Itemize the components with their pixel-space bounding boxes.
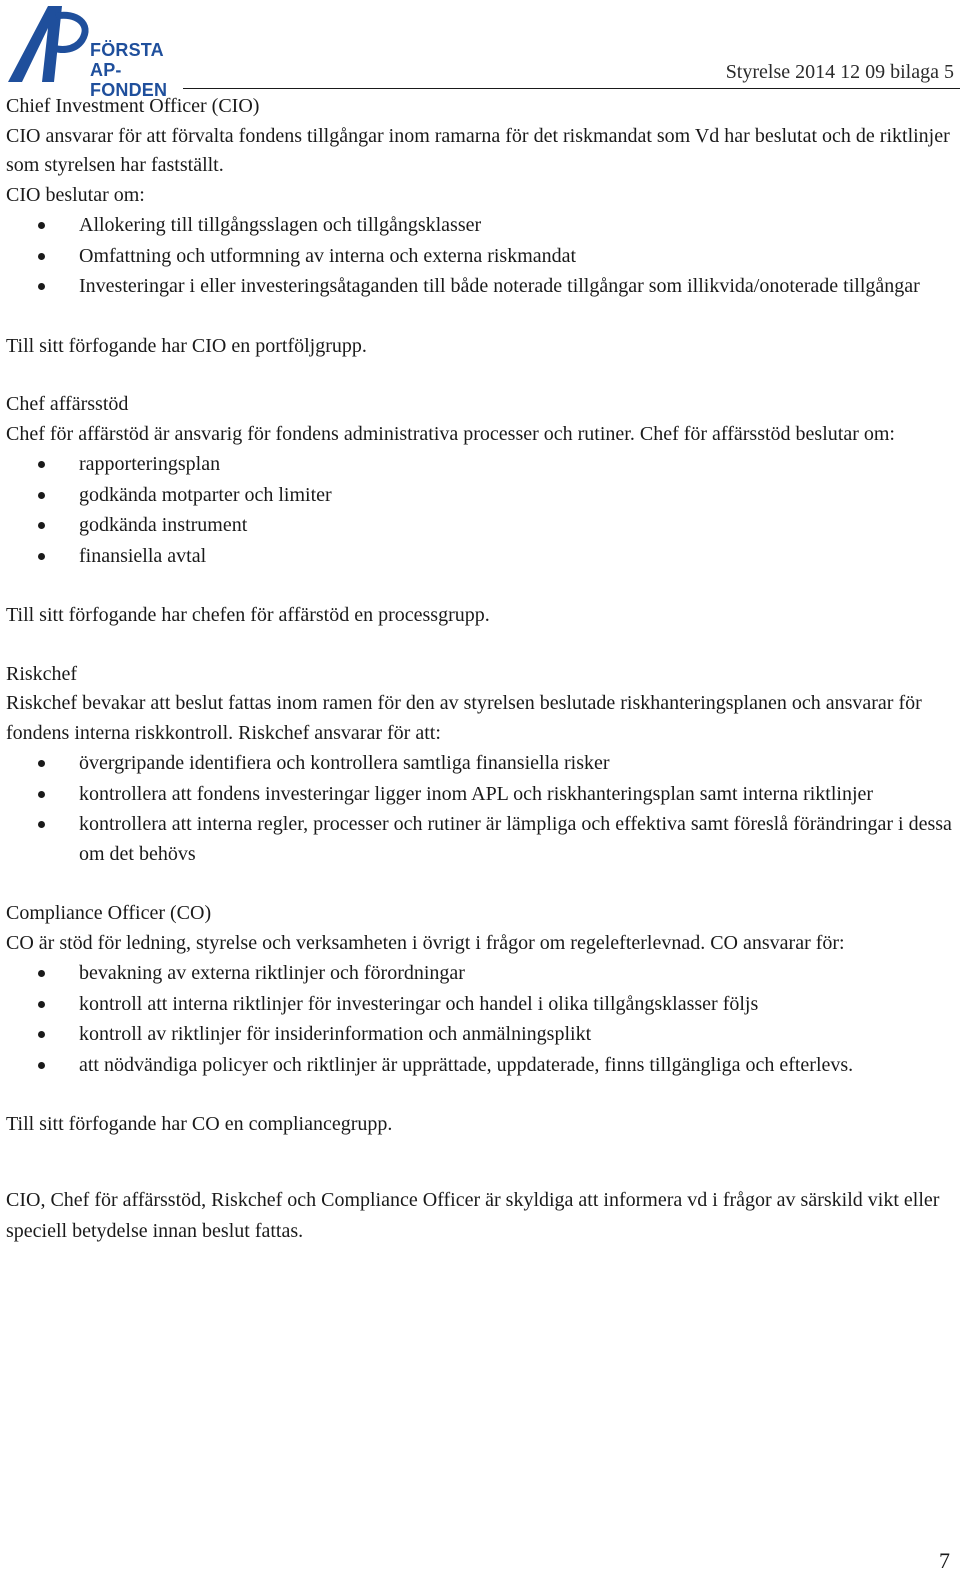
paragraph: Till sitt förfogande har CO en compliancegrupp. — [6, 1113, 393, 1135]
list-item: godkända motparter och limiter — [6, 481, 956, 511]
section-heading: Compliance Officer (CO) — [6, 902, 212, 924]
list-item: Investeringar i eller investeringsåtaganden till både noterade tillgångar som illikvida/onoterade tillgångar — [6, 272, 956, 302]
paragraph: Till sitt förfogande har CIO en portföljgrupp. — [6, 334, 367, 357]
section-compliance — [6, 899, 956, 1140]
bullet-list — [6, 450, 956, 571]
section-risk — [6, 660, 956, 870]
spacer — [6, 870, 956, 899]
list-item: att nödvändiga policyer och riktlinjer är upprättade, uppdaterade, finns tillgängliga och efterlevs. — [6, 1051, 956, 1081]
spacer — [6, 1081, 956, 1110]
bullet-list — [6, 749, 956, 869]
list-item: Allokering till tillgångsslagen och tillgångsklasser — [6, 211, 956, 241]
paragraph: Till sitt förfogande har chefen för affärstöd en processgrupp. — [6, 604, 490, 626]
spacer — [6, 631, 956, 660]
section-heading: Chief Investment Officer (CIO) — [6, 95, 260, 117]
header-divider — [183, 88, 960, 89]
logo-mark-icon — [4, 2, 94, 86]
spacer — [6, 1140, 956, 1185]
list-item: finansiella avtal — [6, 542, 956, 572]
list-item: kontrollera att fondens investeringar ligger inom APL och riskhanteringsplan samt interna riktlinjer — [6, 780, 956, 810]
paragraph: CIO ansvarar för att förvalta fondens tillgångar inom ramarna för det riskmandat som Vd har beslutat och de riktlinjer som styrelsen har fastställt. — [6, 124, 950, 176]
list-item: kontroll att interna riktlinjer för investeringar och handel i olika tillgångsklasser följs — [6, 990, 956, 1020]
paragraph: Chef för affärstöd är ansvarig för fondens administrativa processer och rutiner. Chef för affärsstöd beslutar om: — [6, 422, 895, 445]
list-item: rapporteringsplan — [6, 450, 956, 480]
list-item: Omfattning och utformning av interna och externa riskmandat — [6, 242, 956, 272]
paragraph: CO är stöd för ledning, styrelse och verksamheten i övrigt i frågor om regelefterlevnad. CO ansvarar för: — [6, 931, 845, 954]
forsta-ap-fonden-logo — [4, 2, 194, 100]
section-cio — [6, 92, 956, 361]
final-note: CIO, Chef för affärsstöd, Riskchef och Compliance Officer är skyldiga att informera vd i frågor av särskild vikt eller speciell betydelse innan beslut fattas. — [6, 1188, 940, 1242]
paragraph: CIO beslutar om: — [6, 183, 145, 206]
section-heading: Chef affärsstöd — [6, 393, 129, 415]
list-item: bevakning av externa riktlinjer och förordningar — [6, 959, 956, 989]
list-item: kontrollera att interna regler, processer och rutiner är lämpliga och effektiva samt föreslå förändringar i dessa om det behövs — [6, 810, 956, 869]
paragraph: Riskchef bevakar att beslut fattas inom ramen för den av styrelsen beslutade riskhanteringsplanen och ansvarar för fondens interna riskkontroll. Riskchef ansvarar för att: — [6, 692, 922, 744]
bullet-list — [6, 959, 956, 1080]
document-reference: Styrelse 2014 12 09 bilaga 5 — [725, 61, 954, 83]
page-number: 7 — [939, 1548, 950, 1573]
list-item: övergripande identifiera och kontrollera samtliga finansiella risker — [6, 749, 956, 779]
section-heading: Riskchef — [6, 662, 78, 685]
document-body — [6, 92, 956, 1247]
logo-line-1: FÖRSTA — [90, 40, 164, 60]
logo-line-2: AP-FONDEN — [90, 60, 168, 100]
spacer — [6, 303, 956, 332]
bullet-list — [6, 211, 956, 302]
spacer — [6, 361, 956, 390]
section-business-support — [6, 390, 956, 631]
list-item: kontroll av riktlinjer för insiderinformation och anmälningsplikt — [6, 1020, 956, 1050]
logo-wordmark — [90, 40, 194, 100]
spacer — [6, 572, 956, 601]
list-item: godkända instrument — [6, 511, 956, 541]
